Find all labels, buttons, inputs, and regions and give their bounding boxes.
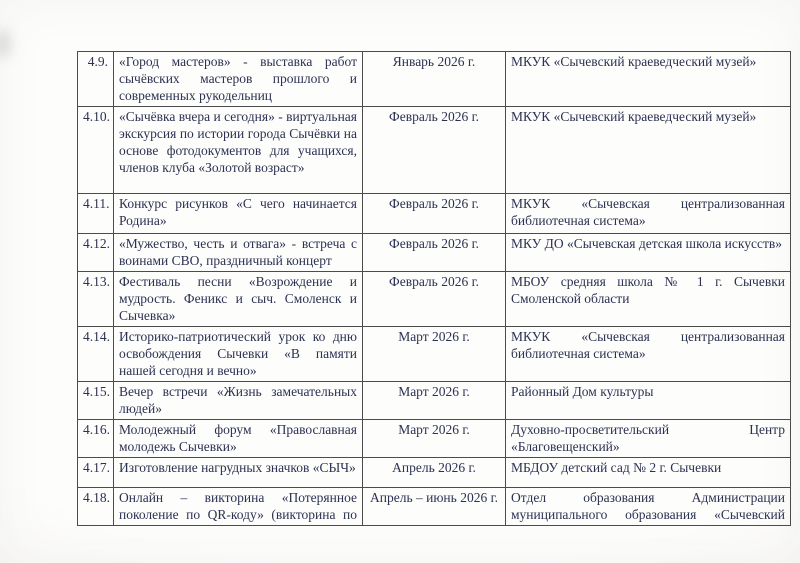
organizer-cell: МКУК «Сычевский краеведческий музей»: [506, 52, 791, 107]
row-number-cell: 4.9.: [78, 52, 114, 107]
date-cell: Февраль 2026 г.: [363, 194, 506, 234]
organizer-cell: МКУК «Сычевский краеведческий музей»: [506, 107, 791, 194]
date-cell: Март 2026 г.: [363, 327, 506, 382]
event-cell: «Мужество, честь и отвага» - встреча с воинами СВО, праздничный концерт: [114, 234, 363, 272]
date-cell: Февраль 2026 г.: [363, 272, 506, 327]
date-cell: Март 2026 г.: [363, 420, 506, 458]
table-row: [78, 107, 791, 194]
table-row: [78, 327, 791, 382]
date-cell: Февраль 2026 г.: [363, 234, 506, 272]
events-schedule-table: [77, 51, 791, 526]
organizer-cell: МБДОУ детский сад № 2 г. Сычевки: [506, 458, 791, 488]
event-cell: Изготовление нагрудных значков «СЫЧ»: [114, 458, 363, 488]
row-number-cell: 4.16.: [78, 420, 114, 458]
row-number-cell: 4.10.: [78, 107, 114, 194]
table-row: [78, 234, 791, 272]
event-cell: Фестиваль песни «Возрождение и мудрость. Феникс и сыч. Смоленск и Сычевка»: [114, 272, 363, 327]
row-number-cell: 4.18.: [78, 488, 114, 526]
event-cell: «Сычёвка вчера и сегодня» - виртуальная экскурсия по истории города Сычёвки на основе фотодокументов для учащихся, членов клуба «Золотой возраст»: [114, 107, 363, 194]
date-cell: Январь 2026 г.: [363, 52, 506, 107]
date-cell: Март 2026 г.: [363, 382, 506, 420]
table-row: [78, 272, 791, 327]
organizer-cell: Духовно-просветительский Центр «Благовещенский»: [506, 420, 791, 458]
row-number-cell: 4.13.: [78, 272, 114, 327]
row-number-cell: 4.14.: [78, 327, 114, 382]
row-number-cell: 4.11.: [78, 194, 114, 234]
organizer-cell: МКУК «Сычевская централизованная библиотечная система»: [506, 327, 791, 382]
organizer-cell: МКУ ДО «Сычевская детская школа искусств»: [506, 234, 791, 272]
date-cell: Апрель 2026 г.: [363, 458, 506, 488]
organizer-cell: Районный Дом культуры: [506, 382, 791, 420]
event-cell: Молодежный форум «Православная молодежь Сычевки»: [114, 420, 363, 458]
table-row: [78, 382, 791, 420]
event-cell: Историко-патриотический урок ко дню освобождения Сычевки «В памяти нашей сегодня и вечно»: [114, 327, 363, 382]
table-row: [78, 420, 791, 458]
organizer-cell: МКУК «Сычевская централизованная библиотечная система»: [506, 194, 791, 234]
table-row: [78, 194, 791, 234]
date-cell: Апрель – июнь 2026 г.: [363, 488, 506, 526]
organizer-cell: МБОУ средняя школа № 1 г. Сычевки Смоленской области: [506, 272, 791, 327]
event-cell: Вечер встречи «Жизнь замечательных людей»: [114, 382, 363, 420]
date-cell: Февраль 2026 г.: [363, 107, 506, 194]
event-cell: Конкурс рисунков «С чего начинается Родина»: [114, 194, 363, 234]
table-row: [78, 52, 791, 107]
scan-smudge-artifact: [0, 30, 10, 58]
table-row: [78, 458, 791, 488]
row-number-cell: 4.12.: [78, 234, 114, 272]
table-row: [78, 488, 791, 526]
event-cell: «Город мастеров» - выставка работ сычёвских мастеров прошлого и современных рукодельниц: [114, 52, 363, 107]
event-cell: Онлайн – викторина «Потерянное поколение по QR-коду» (викторина по: [114, 488, 363, 526]
row-number-cell: 4.17.: [78, 458, 114, 488]
organizer-cell: Отдел образования Администрации муниципального образования «Сычевский: [506, 488, 791, 526]
row-number-cell: 4.15.: [78, 382, 114, 420]
